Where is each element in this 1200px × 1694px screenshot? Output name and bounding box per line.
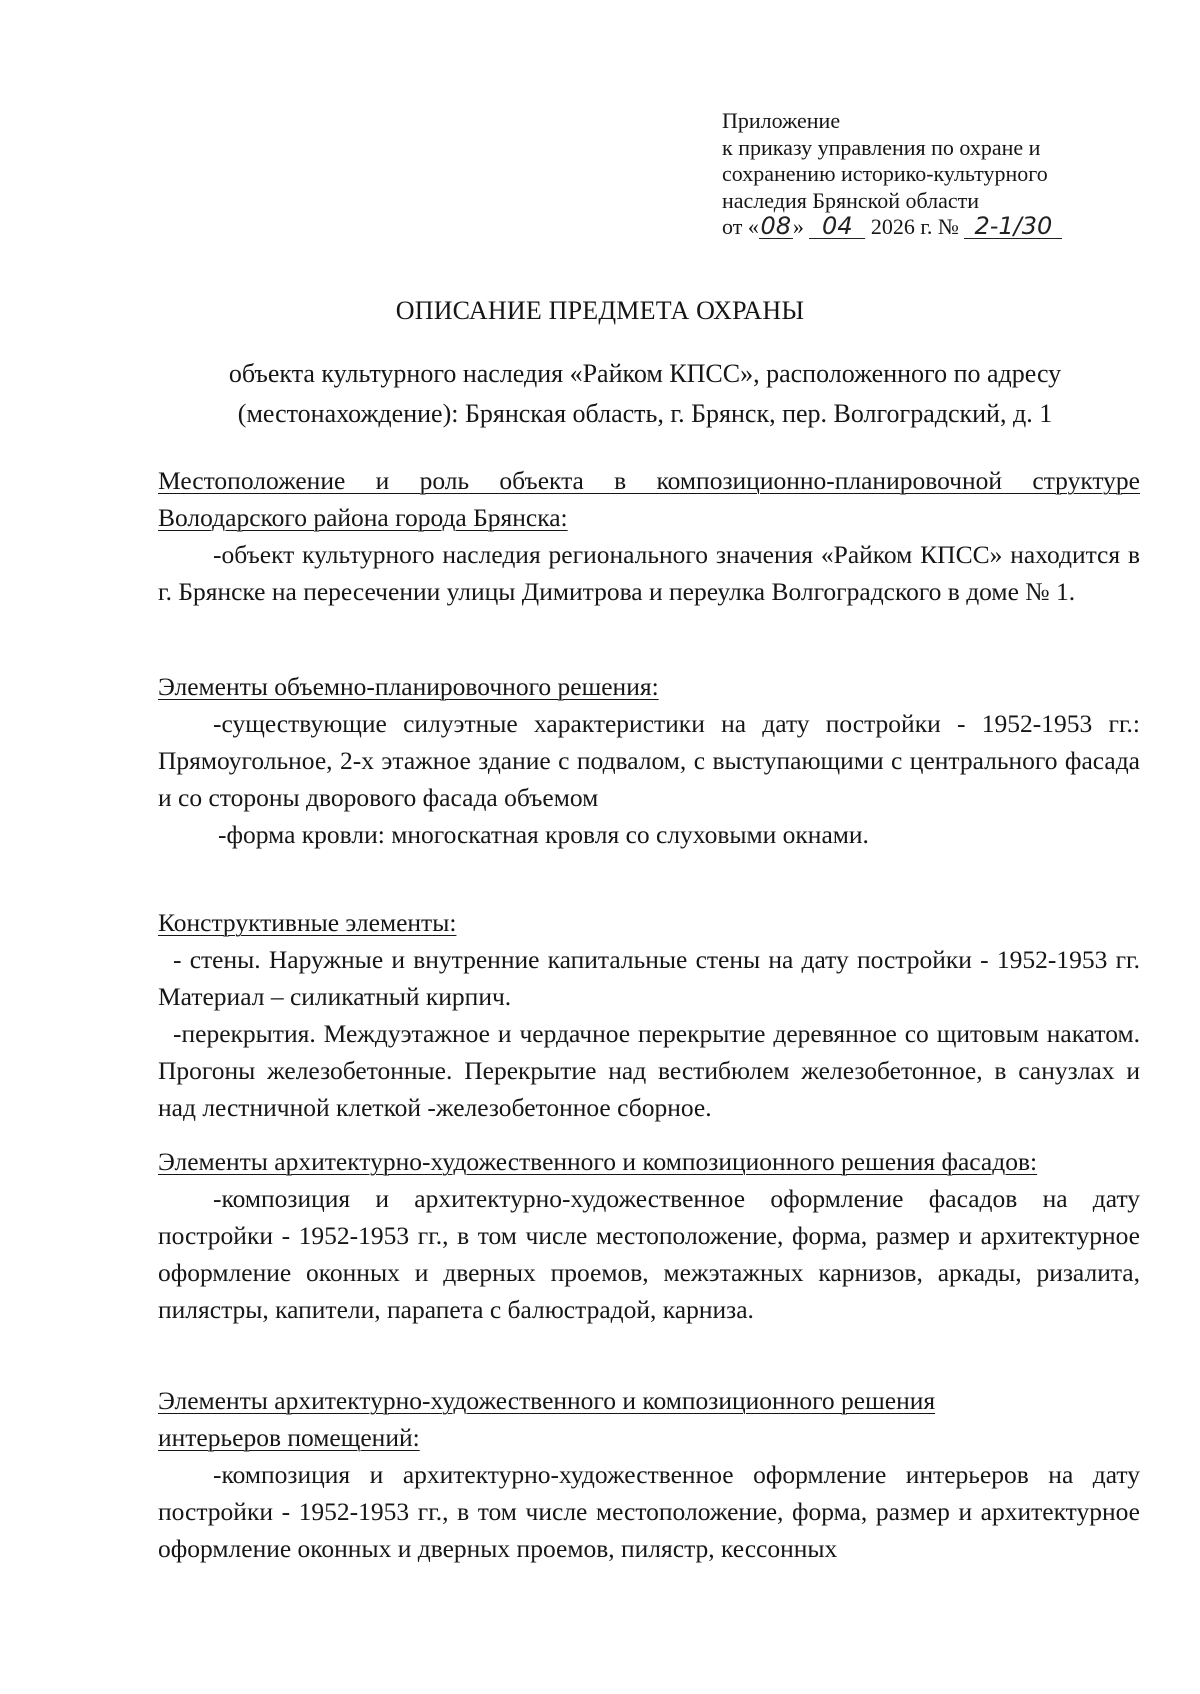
handwritten-day: 08 xyxy=(760,212,792,240)
section-facades xyxy=(158,1143,1140,1328)
section-heading-line-2: интерьеров помещений: xyxy=(158,1423,420,1452)
handwritten-month: 04 xyxy=(809,214,865,239)
appendix-line-1: Приложение xyxy=(722,108,841,133)
section-paragraph: - стены. Наружные и внутренние капитальные стены на дату постройки - 1952-1953 гг. Материал – силикатный кирпич. xyxy=(158,945,1140,1011)
date-mid: » xyxy=(792,214,804,239)
section-heading-line-1: Элементы архитектурно-художественного и композиционного решения xyxy=(158,1386,936,1415)
section-paragraph: -композиция и архитектурно-художественное оформление интерьеров на дату постройки - 1952-1953 гг., в том числе местоположение, форма, размер и архитектурное оформление оконных и дверных проемов, пилястр, кессонных xyxy=(158,1460,1140,1563)
year-and-number-label: 2026 г. № xyxy=(870,214,959,239)
section-paragraph: -объект культурного наследия регионального значения «Райком КПСС» находится в г. Брянске на пересечении улицы Димитрова и переулка Волгоградского в доме № 1. xyxy=(158,540,1140,606)
section-structural xyxy=(158,904,1140,1126)
section-paragraph: -перекрытия. Междуэтажное и чердачное перекрытие деревянное со щитовым накатом. Прогоны железобетонные. Перекрытие над вестибюлем железобетонное, в санузлах и над лестничной клеткой -железобетонное сборное. xyxy=(158,1019,1140,1122)
section-paragraph: -композиция и архитектурно-художественное оформление фасадов на дату постройки - 1952-1953 гг., в том числе местоположение, форма, размер и архитектурное оформление оконных и дверных проемов, межэтажных карнизов, аркады, ризалита, пилястры, капители, парапета с балюстрадой, карниза. xyxy=(158,1184,1140,1324)
section-heading: Конструктивные элементы: xyxy=(158,908,457,937)
section-paragraph: -существующие силуэтные характеристики на дату постройки - 1952-1953 гг.: Прямоугольное, 2-х этажное здание с подвалом, с выступающими с центрального фасада и со стороны дворового фасада объемом xyxy=(158,709,1140,812)
section-location xyxy=(158,462,1140,610)
section-volume-planning xyxy=(158,668,1140,853)
date-prefix: от « xyxy=(722,214,759,239)
document-title: ОПИСАНИЕ ПРЕДМЕТА ОХРАНЫ xyxy=(395,296,805,325)
section-interiors xyxy=(158,1382,1140,1567)
appendix-line-2: к приказу управления по охране и xyxy=(722,134,1041,160)
appendix-line-3: сохранению историко-культурного xyxy=(722,161,1048,186)
document-subtitle: объекта культурного наследия «Райком КПСС», расположенного по адресу (местонахождение): Брянская область, г. Брянск, пер. Волгоградский, д. 1 xyxy=(228,359,1062,428)
appendix-block xyxy=(722,108,1142,241)
section-heading: Элементы объемно-планировочного решения: xyxy=(158,672,659,701)
section-paragraph: -форма кровли: многоскатная кровля со слуховыми окнами. xyxy=(218,820,869,849)
handwritten-order-number: 2-1/30 xyxy=(964,214,1062,239)
order-date-line xyxy=(722,214,1142,241)
section-heading: Элементы архитектурно-художественного и композиционного решения фасадов: xyxy=(158,1147,1038,1176)
section-heading: Местоположение и роль объекта в композиционно-планировочной структуре Володарского района города Брянска: xyxy=(158,466,1140,532)
section-heading xyxy=(158,1382,1140,1456)
appendix-line-4: наследия Брянской области xyxy=(722,187,980,213)
